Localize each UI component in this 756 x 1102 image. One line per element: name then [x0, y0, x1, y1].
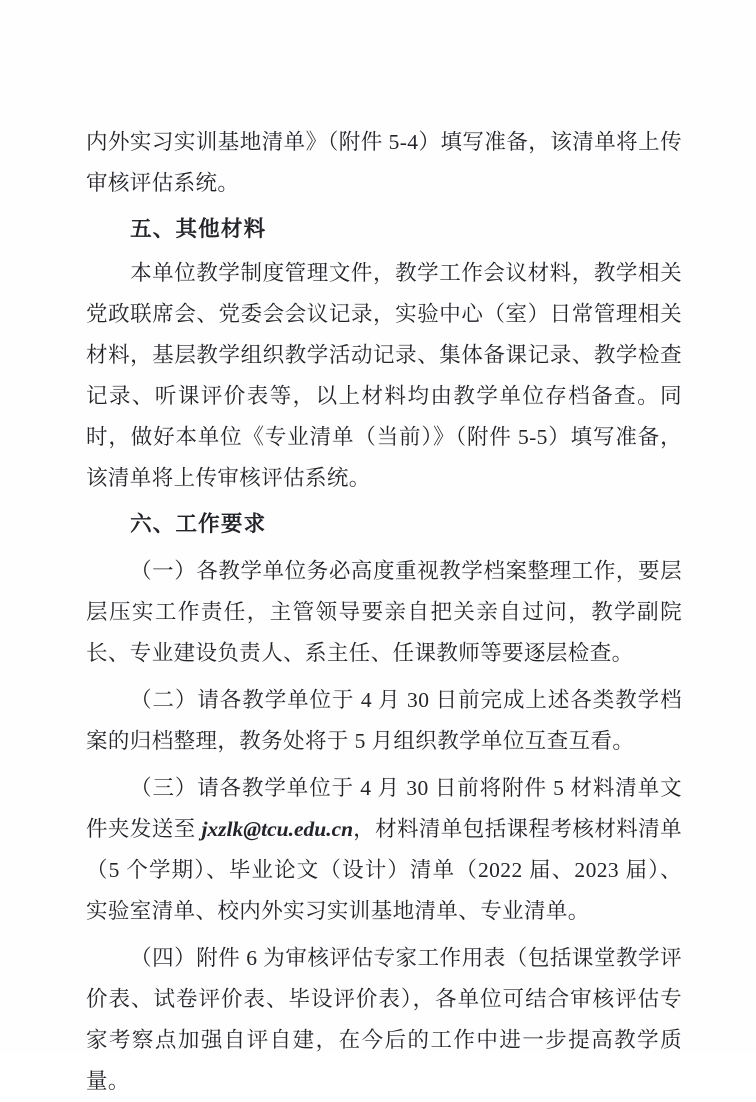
paragraph-item-two: （二）请各教学单位于 4 月 30 日前完成上述各类教学档案的归档整理，教务处将于 5 月组织教学单位互查互看。: [86, 688, 682, 753]
item-three-text-before: （三）请各教学单位于 4 月 30 日前将附件 5 材料清单文件夹发送至: [86, 776, 682, 841]
heading-section-six: 六、工作要求: [130, 512, 267, 536]
item-three-text-after: ，材料清单包括课程考核材料清单（5 个学期）、毕业论文（设计）清单（2022 届、2023 届）、实验室清单、校内外实习实训基地清单、专业清单。: [86, 817, 682, 923]
paragraph-item-three: [86, 768, 682, 932]
paragraph-section-five-body: 本单位教学制度管理文件，教学工作会议材料，教学相关党政联席会、党委会会议记录，实验中心（室）日常管理相关材料，基层教学组织教学活动记录、集体备课记录、教学检查记录、听课评价表等，以上材料均由教学单位存档备查。同时，做好本单位《专业清单（当前）》（附件 5-5）填写准备，该清单将上传审核评估系统。: [86, 261, 682, 490]
heading-section-five: 五、其他材料: [130, 217, 267, 241]
paragraph-item-four: （四）附件 6 为审核评估专家工作用表（包括课堂教学评价表、试卷评价表、毕设评价表），各单位可结合审核评估专家考察点加强自评自建，在今后的工作中进一步提高教学质量。: [86, 946, 682, 1093]
paragraph-item-one: （一）各教学单位务必高度重视教学档案整理工作，要层层压实工作责任，主管领导要亲自把关亲自过问，教学副院长、专业建设负责人、系主任、任课教师等要逐层检查。: [86, 559, 682, 665]
paragraph-continued: 内外实习实训基地清单》（附件 5-4）填写准备，该清单将上传审核评估系统。: [86, 130, 682, 195]
document-body: [86, 122, 682, 1102]
contact-email[interactable]: jxzlk@tcu.edu.cn: [201, 817, 354, 841]
